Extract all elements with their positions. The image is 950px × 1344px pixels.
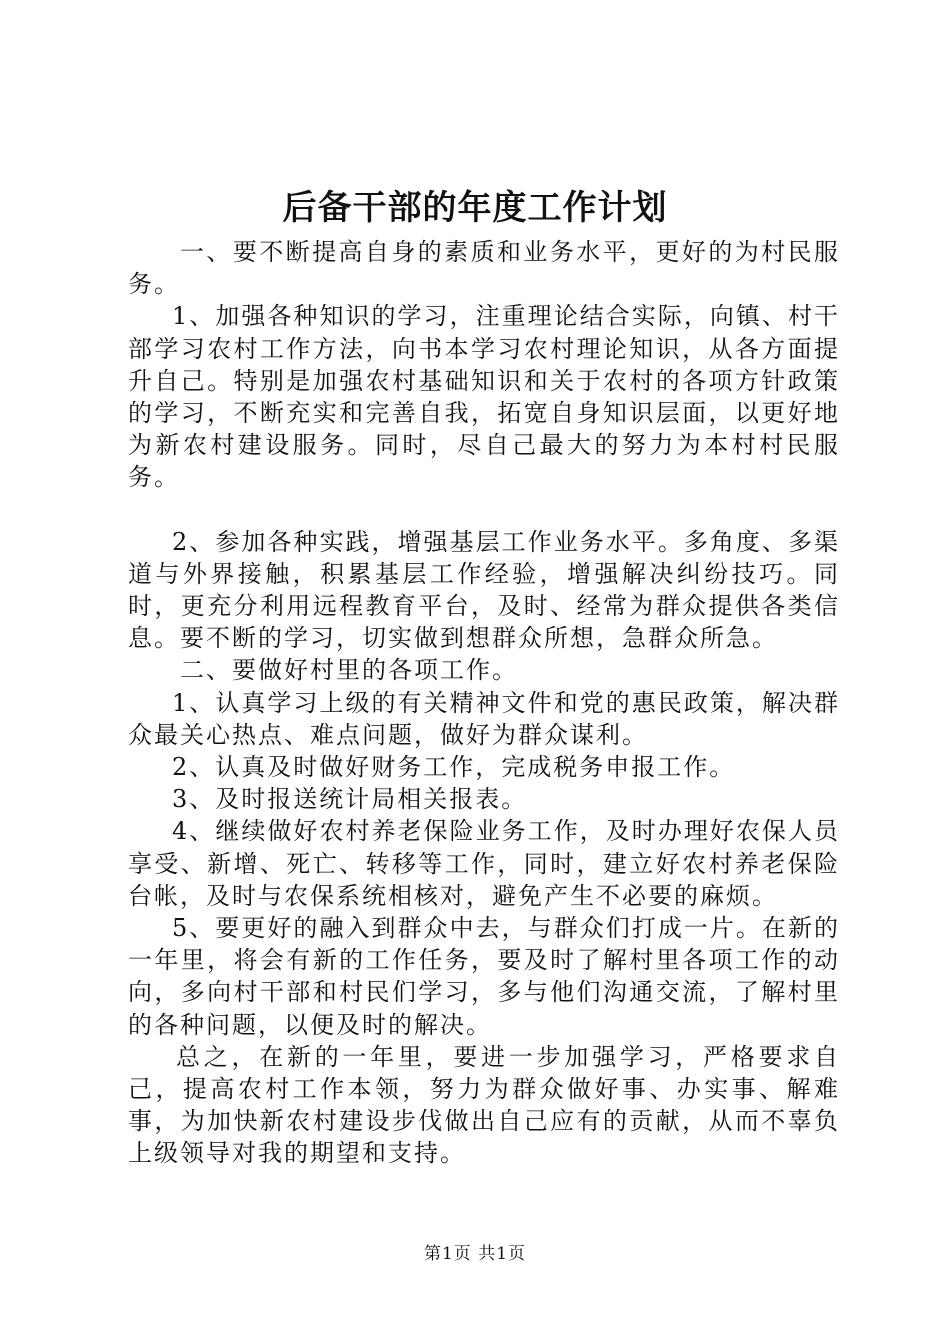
paragraph-2-2: 2、认真及时做好财务工作，完成税务申报工作。 (172, 753, 736, 782)
paragraph-2-5: 5、要更好的融入到群众中去，与群众们打成一片。在新的一年里，将会有新的工作任务，要及时了解村里各项工作的动向，多向村干部和村民们学习，多与他们沟通交流，了解村里的各种问题，以便及时的解决。 (128, 914, 840, 1039)
paragraph-1-2: 2、参加各种实践，增强基层工作业务水平。多角度、多渠道与外界接触，积累基层工作经验，增强解决纠纷技巧。同时，更充分利用远程教育平台，及时、经常为群众提供各类信息。要不断的学习，切实做到想群众所想，急群众所急。 (128, 527, 840, 653)
section-heading-2: 二、要做好村里的各项工作。 (180, 656, 518, 685)
page-number-footer: 第1页 共1页 (423, 1244, 527, 1264)
paragraph-2-3: 3、及时报送统计局相关报表。 (172, 785, 528, 814)
document-title: 后备干部的年度工作计划 (282, 188, 668, 228)
paragraph-2-4: 4、继续做好农村养老保险业务工作，及时办理好农保人员享受、新增、死亡、转移等工作，同时，建立好农村养老保险台帐，及时与农保系统相核对，避免产生不必要的麻烦。 (128, 817, 840, 910)
document-body (128, 236, 840, 1170)
paragraph-2-1: 1、认真学习上级的有关精神文件和党的惠民政策，解决群众最关心热点、难点问题，做好为群众谋利。 (128, 688, 840, 749)
section-heading-1: 一、要不断提高自身的素质和业务水平，更好的为村民服务。 (128, 238, 840, 299)
paragraph-1-1: 1、加强各种知识的学习，注重理论结合实际，向镇、村干部学习农村工作方法，向书本学习农村理论知识，从各方面提升自己。特别是加强农村基础知识和关于农村的各项方针政策的学习，不断充实和完善自我，拓宽自身知识层面，以更好地为新农村建设服务。同时，尽自己最大的努力为本村村民服务。 (128, 302, 840, 492)
conclusion-paragraph: 总之，在新的一年里，要进一步加强学习，严格要求自己，提高农村工作本领，努力为群众做好事、办实事、解难事，为加快新农村建设步伐做出自己应有的贡献，从而不辜负上级领导对我的期望和支持。 (128, 1042, 840, 1168)
